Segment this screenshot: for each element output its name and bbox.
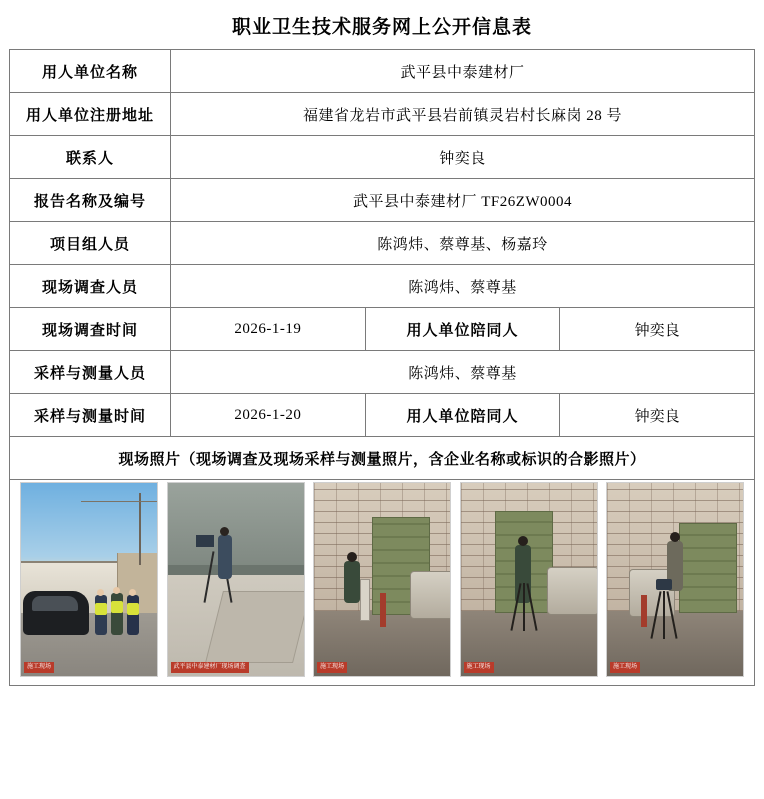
row-value-sampling-time: 2026-1-20: [171, 394, 366, 437]
person-shape: [95, 595, 107, 635]
row-label-site-survey-staff: 现场调查人员: [10, 265, 171, 308]
table-row: [10, 222, 755, 265]
site-photo-3: [313, 482, 451, 677]
site-photo-4: [460, 482, 598, 677]
table-row: [10, 394, 755, 437]
car-shape: [23, 591, 89, 635]
table-row: [10, 480, 755, 686]
site-photo-1: [20, 482, 158, 677]
tank-shape: [410, 571, 451, 619]
sandbag-stack-shape: [679, 523, 737, 613]
row-label-survey-accompanier: 用人单位陪同人: [365, 308, 560, 351]
photos-cell: [10, 480, 755, 686]
head-shape: [97, 589, 104, 596]
row-value-sampling-accompanier: 钟奕良: [560, 394, 755, 437]
head-shape: [347, 552, 357, 562]
photo-caption: 武平县中泰建材厂现场调查: [171, 662, 249, 673]
safety-vest-shape: [111, 601, 123, 613]
photo-caption: 施工现场: [464, 662, 494, 673]
row-label-registered-address: 用人单位注册地址: [10, 93, 171, 136]
measurement-tripod-shape: [511, 579, 537, 629]
site-photo-5: [606, 482, 744, 677]
photo-caption: 施工现场: [317, 662, 347, 673]
head-shape: [670, 532, 680, 542]
red-pipe-shape: [380, 593, 386, 627]
row-value-sampling-staff: 陈鸿炜、蔡尊基: [171, 351, 755, 394]
table-row: [10, 50, 755, 93]
photo-caption: 施工现场: [24, 662, 54, 673]
table-row: [10, 437, 755, 480]
measurement-tripod-shape: [651, 587, 677, 637]
table-row: [10, 265, 755, 308]
power-line-shape: [81, 501, 158, 502]
page-title: 职业卫生技术服务网上公开信息表: [231, 17, 532, 38]
row-value-site-survey-staff: 陈鸿炜、蔡尊基: [171, 265, 755, 308]
tripod-center-leg: [523, 583, 525, 631]
utility-pole-shape: [139, 493, 141, 565]
photo-strip: [14, 482, 750, 683]
row-value-survey-accompanier: 钟奕良: [560, 308, 755, 351]
safety-vest-shape: [95, 603, 107, 615]
row-value-registered-address: 福建省龙岩市武平县岩前镇灵岩村长麻岗 28 号: [171, 93, 755, 136]
row-value-company-name: 武平县中泰建材厂: [171, 50, 755, 93]
concrete-slab-shape: [205, 591, 305, 663]
head-shape: [518, 536, 528, 546]
row-label-sampling-time: 采样与测量时间: [10, 394, 171, 437]
drilling-rig-shape: [360, 579, 370, 621]
safety-vest-shape: [127, 603, 139, 615]
row-label-report-name-number: 报告名称及编号: [10, 179, 171, 222]
row-label-survey-time: 现场调查时间: [10, 308, 171, 351]
head-shape: [129, 589, 136, 596]
wall-shape: [168, 483, 304, 575]
row-value-contact-person: 钟奕良: [171, 136, 755, 179]
row-label-project-team: 项目组人员: [10, 222, 171, 265]
head-shape: [220, 527, 229, 536]
table-row: [10, 136, 755, 179]
photo-caption: 施工现场: [610, 662, 640, 673]
row-value-survey-time: 2026-1-19: [171, 308, 366, 351]
head-shape: [113, 587, 120, 594]
row-label-sampling-staff: 采样与测量人员: [10, 351, 171, 394]
instrument-box-shape: [196, 535, 214, 547]
tripod-center-leg: [663, 591, 665, 639]
table-row: [10, 179, 755, 222]
site-photo-2: [167, 482, 305, 677]
worker-shape: [344, 561, 360, 603]
person-shape: [218, 535, 232, 579]
row-value-project-team: 陈鸿炜、蔡尊基、杨嘉玲: [171, 222, 755, 265]
information-table: [9, 49, 755, 686]
row-label-company-name: 用人单位名称: [10, 50, 171, 93]
photos-section-header: 现场照片（现场调查及现场采样与测量照片，含企业名称或标识的合影照片）: [10, 437, 755, 480]
person-shape: [111, 593, 123, 635]
row-value-report-name-number: 武平县中泰建材厂 TF26ZW0004: [171, 179, 755, 222]
red-pipe-shape: [641, 595, 647, 627]
row-label-sampling-accompanier: 用人单位陪同人: [365, 394, 560, 437]
table-row: [10, 308, 755, 351]
table-row: [10, 351, 755, 394]
table-row: [10, 93, 755, 136]
tank-shape: [547, 567, 598, 615]
row-label-contact-person: 联系人: [10, 136, 171, 179]
person-shape: [127, 595, 139, 635]
instrument-head-shape: [656, 579, 672, 590]
